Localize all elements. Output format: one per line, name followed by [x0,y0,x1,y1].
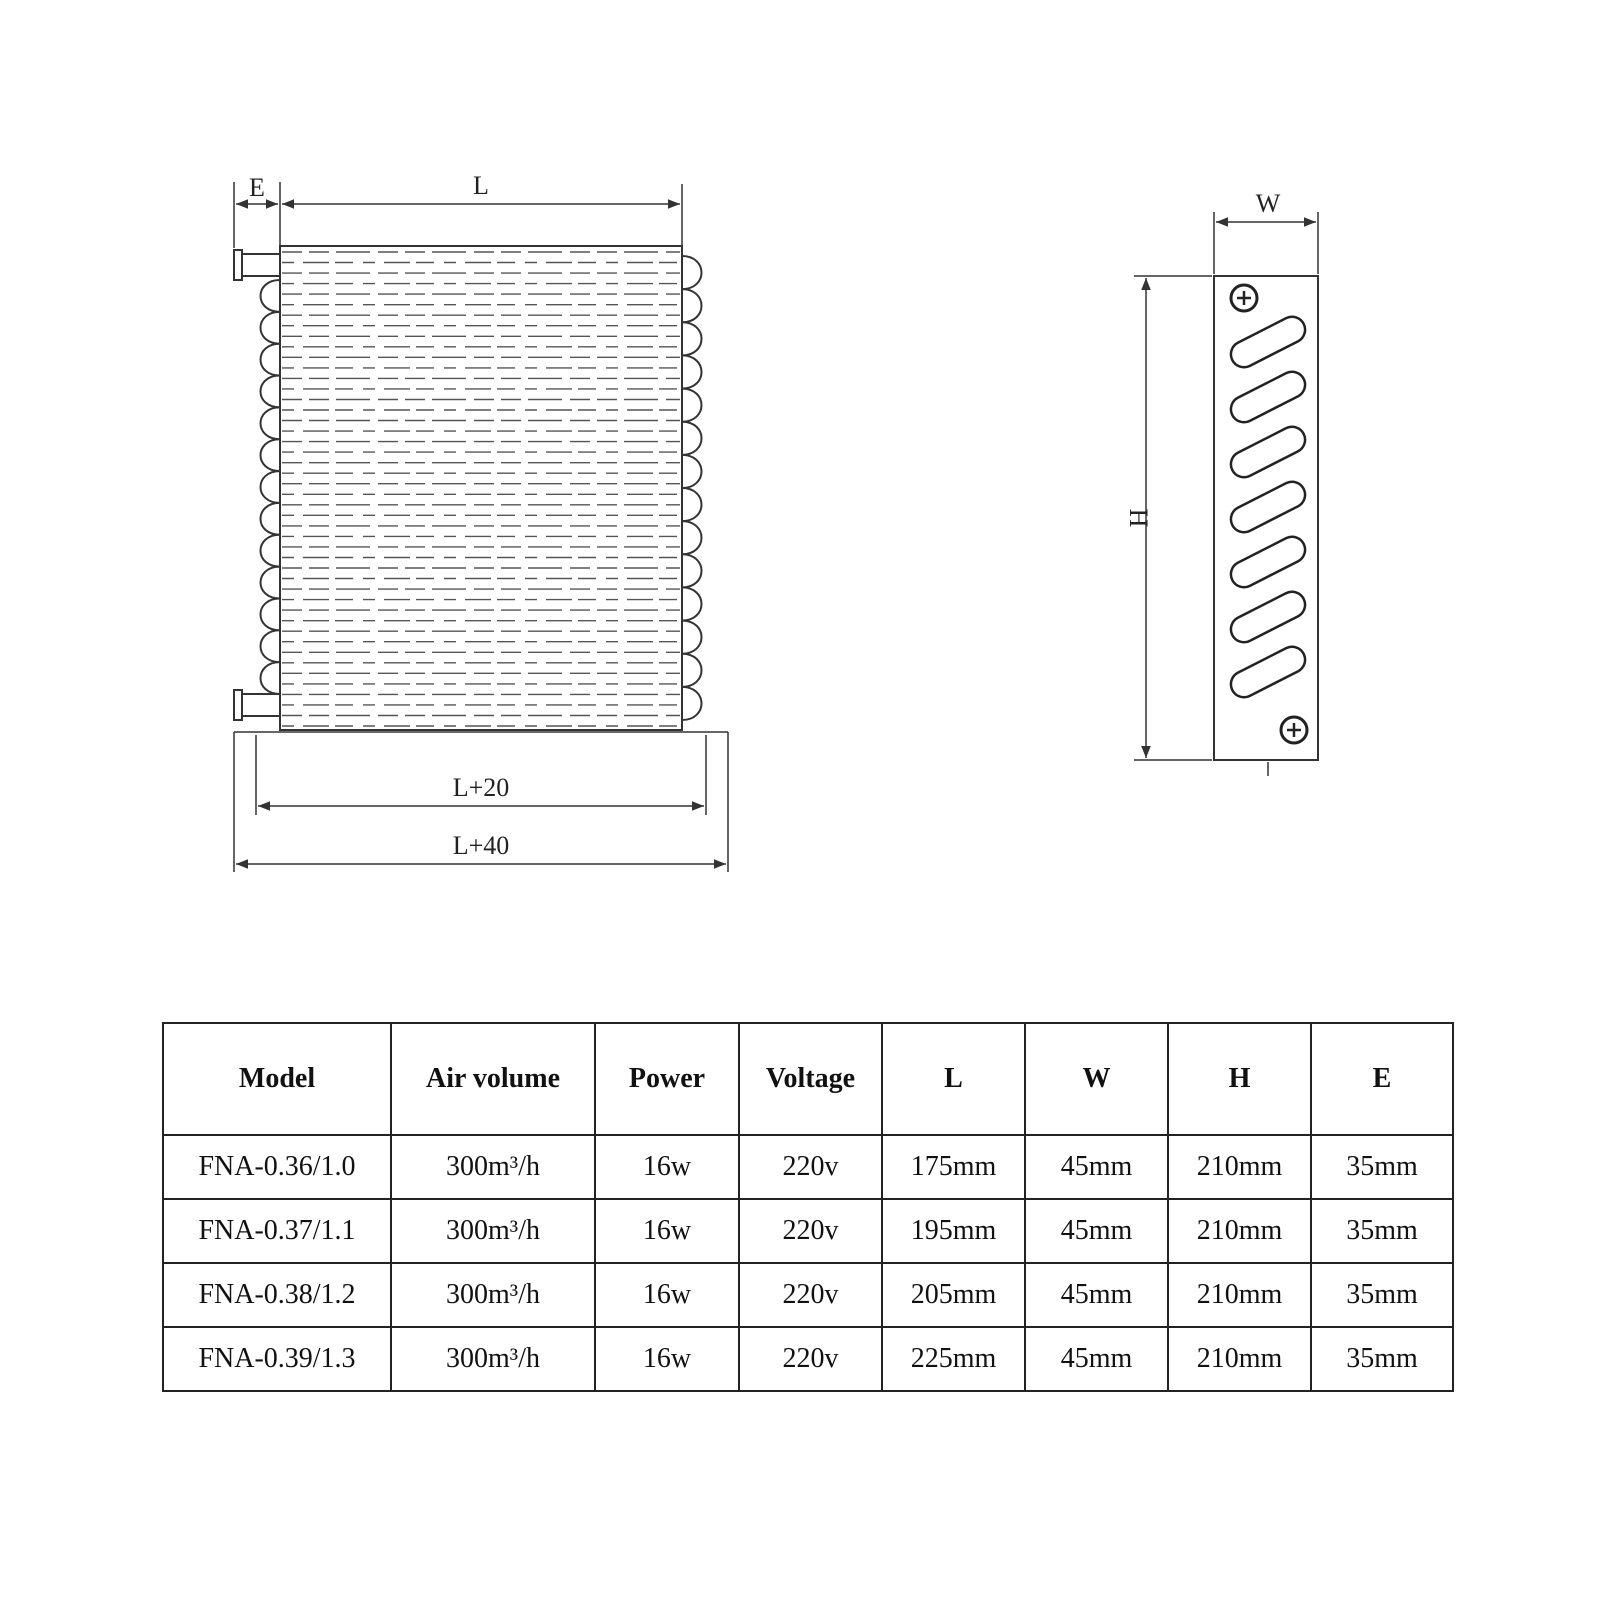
cell-air-volume: 300m³/h [391,1263,595,1327]
coil-fins [282,252,680,726]
cell-voltage: 220v [739,1263,882,1327]
coil-body [280,246,682,730]
cell-model: FNA-0.38/1.2 [163,1263,391,1327]
header-air-volume: Air volume [391,1023,595,1135]
header-model: Model [163,1023,391,1135]
table-header-row [163,1023,1453,1135]
mounting-screw-top [1231,285,1257,311]
dimension-e [234,173,280,248]
cell-model: FNA-0.39/1.3 [163,1327,391,1391]
cell-w: 45mm [1025,1135,1168,1199]
cell-h: 210mm [1168,1263,1311,1327]
table-row [163,1327,1453,1391]
cell-air-volume: 300m³/h [391,1327,595,1391]
table-row [163,1199,1453,1263]
header-l: L [882,1023,1025,1135]
header-power: Power [595,1023,739,1135]
cell-power: 16w [595,1135,739,1199]
right-return-bends [682,256,702,720]
dimension-l [282,171,682,246]
tube-slot [1226,367,1309,426]
label-e: E [249,173,265,202]
cell-e: 35mm [1311,1135,1453,1199]
tube-slot [1226,532,1309,591]
dimension-l-plus-20 [256,735,706,815]
side-view [1124,189,1318,776]
dimension-h [1124,276,1212,760]
cell-air-volume: 300m³/h [391,1199,595,1263]
tube-slots [1226,312,1309,701]
cell-e: 35mm [1311,1327,1453,1391]
label-l-plus-40: L+40 [452,831,510,860]
cell-voltage: 220v [739,1199,882,1263]
cell-model: FNA-0.37/1.1 [163,1199,391,1263]
cell-voltage: 220v [739,1135,882,1199]
dimension-l-plus-40 [234,732,728,872]
cell-h: 210mm [1168,1327,1311,1391]
header-h: H [1168,1023,1311,1135]
cell-l: 225mm [882,1327,1025,1391]
cell-w: 45mm [1025,1199,1168,1263]
cell-voltage: 220v [739,1327,882,1391]
mounting-screw-bottom [1281,717,1307,743]
cell-w: 45mm [1025,1327,1168,1391]
inlet-pipe [234,250,280,280]
cell-e: 35mm [1311,1263,1453,1327]
cell-power: 16w [595,1327,739,1391]
header-e: E [1311,1023,1453,1135]
tube-slot [1226,642,1309,701]
cell-l: 195mm [882,1199,1025,1263]
label-l-plus-20: L+20 [452,773,510,802]
tube-slot [1226,587,1309,646]
cell-w: 45mm [1025,1263,1168,1327]
cell-h: 210mm [1168,1135,1311,1199]
tube-slot [1226,477,1309,536]
cell-power: 16w [595,1263,739,1327]
dimension-w [1214,189,1318,274]
label-l: L [473,171,489,200]
cell-h: 210mm [1168,1199,1311,1263]
cell-model: FNA-0.36/1.0 [163,1135,391,1199]
left-return-bends [261,280,281,694]
tube-slot [1226,312,1309,371]
table-row [163,1135,1453,1199]
cell-l: 175mm [882,1135,1025,1199]
header-voltage: Voltage [739,1023,882,1135]
label-w: W [1255,189,1281,218]
cell-e: 35mm [1311,1199,1453,1263]
front-view [234,171,728,872]
outlet-pipe [234,690,280,720]
label-h: H [1124,508,1153,528]
header-w: W [1025,1023,1168,1135]
cell-air-volume: 300m³/h [391,1135,595,1199]
cell-l: 205mm [882,1263,1025,1327]
table-row [163,1263,1453,1327]
cell-power: 16w [595,1199,739,1263]
spec-table [162,1022,1454,1392]
tube-slot [1226,422,1309,481]
